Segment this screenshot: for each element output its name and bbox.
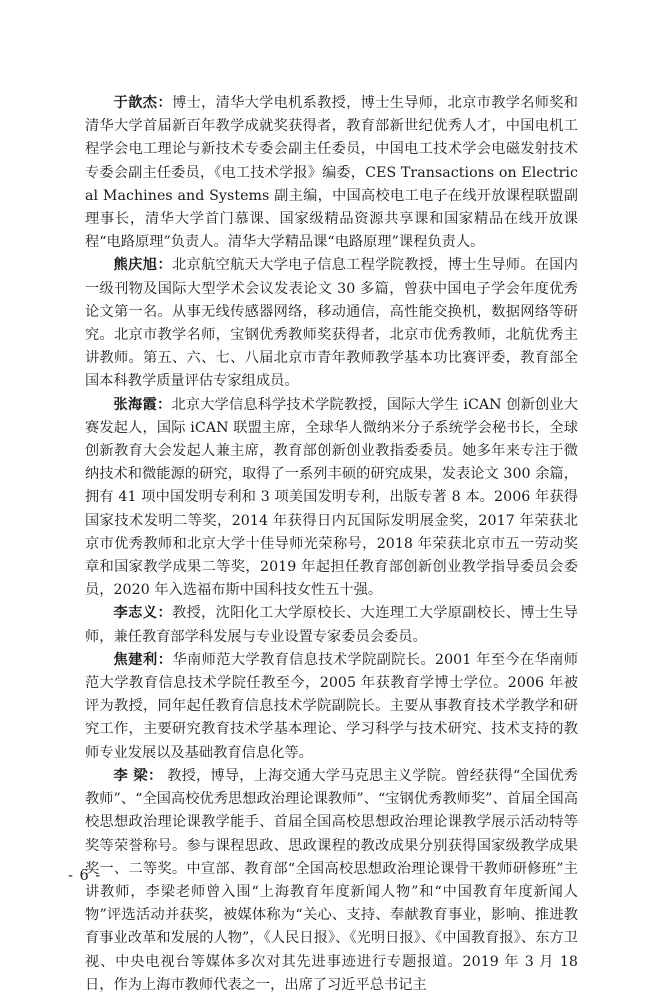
bio-text-5: 教授，博导，上海交通大学马克思主义学院。曾经获得“全国优秀教师”、“全国高校优秀思想政治理论课教师”、“宝钢优秀教师奖”、首届全国高校思想政治理论课教学能手、首届全国高校思想政治理论课教学展示活动特等奖等荣誉称号。参与课程思政、思政课程的教改成果分别获得国家级教学成果奖一、二等奖。中宣部、教育部“全国高校思想政治理论课骨干教师研修班”主讲教师，李梁老师曾入围“上海教育年度新闻人物”和“中国教育年度新闻人物”评选活动并获奖，被媒体称为“关心、支持、奉献教育事业，影响、推进教育事业改革和发展的人物”，《人民日报》、《光明日报》、《中国教育报》、东方卫视、中央电视台等媒体多次对其先进事迹进行专题报道。2019 年 3 月 18 日，作为上海市教师代表之一，出席了习近平总书记主 — [85, 767, 578, 993]
bio-paragraph-zhang-haixia — [85, 394, 578, 603]
document-body — [85, 92, 578, 997]
bio-text-4: 华南师范大学教育信息技术学院副院长。2001 年至今在华南师范大学教育信息技术学院任教至今，2005 年获教育学博士学位。2006 年被评为教授，同年起任教育信息技术学院副院长。主要从事教育技术学教学和研究工作，主要研究教育技术学基本理论、学习科学与技术研究、技术支持的教师专业发展以及基础教育信息化等。 — [85, 651, 579, 761]
page-number: - 6 - — [68, 868, 102, 884]
bio-separator-4: ： — [157, 651, 173, 668]
bio-paragraph-li-zhiyi — [85, 602, 578, 648]
bio-text-3: 教授，沈阳化工大学原校长、大连理工大学原副校长、博士生导师，兼任教育部学科发展与专业设置专家委员会委员。 — [85, 605, 578, 645]
bio-separator-3: ： — [157, 605, 173, 622]
bio-name-jiao-jianli: 焦建利 — [113, 651, 158, 668]
bio-paragraph-jiao-jianli — [85, 649, 578, 765]
bio-text-2: 北京大学信息科学技术学院教授，国际大学生 iCAN 创新创业大赛发起人，国际 iCAN 联盟主席，全球华人微纳米分子系统学会秘书长，全球创新教育大会发起人兼主席，教育部创新创业教指委委员。她多年来专注于微纳技术和微能源的研究，取得了一系列丰硕的研究成果，发表论文 300 余篇，拥有 41 项中国发明专利和 3 项美国发明专利，出版专著 8 本。2006 年获得国家技术发明二等奖，2014 年获得日内瓦国际发明展金奖，2017 年荣获北京市优秀教师和北京大学十佳导师光荣称号，2018 年荣获北京市五一劳动奖章和国家教学成果二等奖，2019 年起担任教育部创新创业教学指导委员会委员，2020 年入选福布斯中国科技女性五十强。 — [85, 396, 578, 599]
bio-text-1: 北京航空航天大学电子信息工程学院教授，博士生导师。在国内一级刊物及国际大型学术会议发表论文 30 多篇，曾获中国电子学会年度优秀论文第一名。从事无线传感器网络，移动通信，高性能交换机，数据网络等研究。北京市教学名师，宝钢优秀教师奖获得者，北京市优秀教师，北航优秀主讲教师。第五、六、七、八届北京市青年教师教学基本功比赛评委，教育部全国本科教学质量评估专家组成员。 — [85, 257, 578, 390]
bio-name-yu-xinjie: 于歆杰 — [113, 95, 158, 111]
bio-name-zhang-haixia: 张海霞 — [113, 396, 158, 413]
bio-paragraph-yu-xinjie — [85, 92, 578, 254]
bio-paragraph-xiong-qingxu — [85, 254, 578, 393]
bio-separator-1: ： — [157, 257, 173, 274]
bio-name-xiong-qingxu: 熊庆旭 — [113, 257, 158, 274]
bio-name-li-liang: 李 梁 — [113, 767, 148, 784]
bio-text-0: 博士，清华大学电机系教授，博士生导师，北京市教学名师奖和清华大学首届新百年教学成就奖获得者，教育部新世纪优秀人才，中国电机工程学会电工理论与新技术专委会副主任委员，中国电工技术学会电磁发射技术专委会副主任委员，《电工技术学报》编委，CES Transactions on Electrical Machines and Systems 副主编，中国高校电工电子在线开放课程联盟副理事长，清华大学首门慕课、国家级精品资源共享课和国家精品在线开放课程“电路原理”负责人。清华大学精品课“电路原理”课程负责人。 — [85, 95, 578, 251]
bio-separator-2: ： — [157, 396, 172, 413]
bio-name-li-zhiyi: 李志义 — [113, 605, 158, 622]
bio-separator-0: ： — [157, 95, 173, 111]
bio-separator-5: ： — [147, 767, 163, 784]
